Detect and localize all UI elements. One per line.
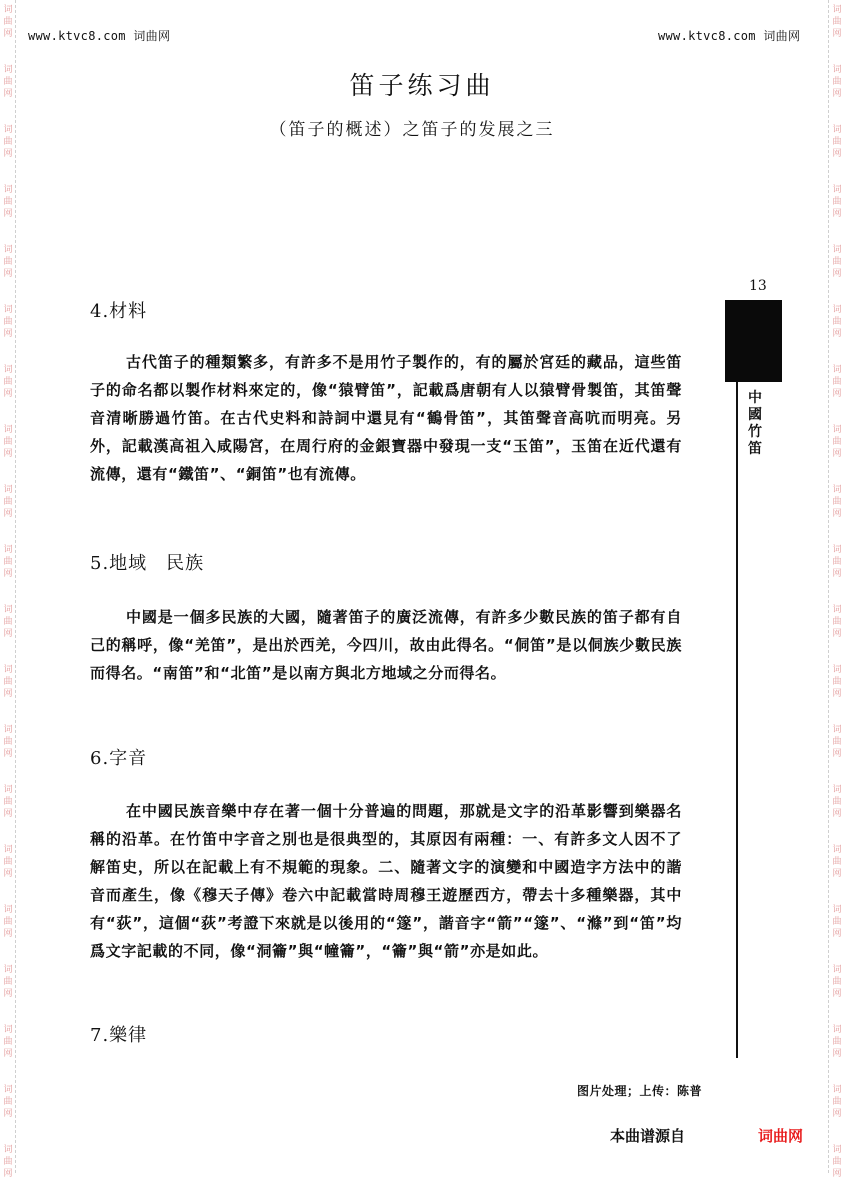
- watermark-text: 词 曲 网: [3, 65, 13, 99]
- watermark-text: 词 曲 网: [3, 845, 13, 879]
- brand-link[interactable]: 词曲网: [758, 1127, 804, 1145]
- section-body-region: 中國是一個多民族的大國，隨著笛子的廣泛流傳，有許多少數民族的笛子都有自己的稱呼，像“羌笛”，是出於西羌，今四川，故由此得名。“侗笛”是以侗族少數民族而得名。“南笛”和“北笛”是以南方與北方地域之分而得名。: [90, 608, 682, 682]
- header-url-left[interactable]: www.ktvc8.com 词曲网: [28, 29, 171, 43]
- watermark-text: 词 曲 网: [832, 1145, 842, 1179]
- watermark-text: 词 曲 网: [832, 185, 842, 219]
- watermark-text: 词 曲 网: [3, 125, 13, 159]
- watermark-text: 词 曲 网: [3, 365, 13, 399]
- watermark-text: 词 曲 网: [832, 545, 842, 579]
- source-label: 本曲谱源自: [610, 1127, 686, 1145]
- watermark-text: 词 曲 网: [832, 725, 842, 759]
- watermark-text: 词 曲 网: [3, 725, 13, 759]
- watermark-text: 词 曲 网: [3, 785, 13, 819]
- watermark-text: 词 曲 网: [3, 485, 13, 519]
- watermark-text: 词 曲 网: [832, 305, 842, 339]
- watermark-text: 词 曲 网: [3, 1025, 13, 1059]
- header-url-right[interactable]: www.ktvc8.com 词曲网: [658, 29, 801, 43]
- section-heading-materials: 4.材料: [90, 301, 148, 322]
- watermark-text: 词 曲 网: [832, 905, 842, 939]
- watermark-text: 词 曲 网: [832, 245, 842, 279]
- margin-tab-label: 中 國 竹 笛: [748, 390, 762, 457]
- section-heading-region: 5.地域 民族: [90, 553, 205, 574]
- section-heading-pronunciation: 6.字音: [90, 748, 148, 769]
- watermark-text: 词 曲 网: [3, 305, 13, 339]
- watermark-text: 词 曲 网: [3, 965, 13, 999]
- watermark-text: 词 曲 网: [3, 185, 13, 219]
- watermark-text: 词 曲 网: [832, 965, 842, 999]
- watermark-text: 词 曲 网: [832, 1085, 842, 1119]
- image-credit: 图片处理；上传：陈普: [577, 1084, 703, 1098]
- right-watermark-strip: [828, 0, 844, 1179]
- margin-tab-block: [725, 300, 782, 382]
- section-body-pronunciation: 在中國民族音樂中存在著一個十分普遍的問題，那就是文字的沿革影響到樂器名稱的沿革。在竹笛中字音之別也是很典型的，其原因有兩種：一、有許多文人因不了解笛史，所以在記載上有不規範的現象。二、隨著文字的演變和中國造字方法中的諧音而產生，像《穆天子傳》卷六中記載當時周穆王遊歷西方，帶去十多種樂器，其中有“荻”，這個“荻”考證下來就是以後用的“篴”，諧音字“箭”“篴”、“滌”到“笛”均爲文字記載的不同，像“洞籥”與“幢籥”，“籥”與“箭”亦是如此。: [90, 802, 682, 960]
- watermark-text: 词 曲 网: [832, 65, 842, 99]
- page-number: 13: [749, 278, 767, 294]
- watermark-text: 词 曲 网: [3, 545, 13, 579]
- watermark-text: 词 曲 网: [832, 365, 842, 399]
- watermark-text: 词 曲 网: [832, 605, 842, 639]
- watermark-text: 词 曲 网: [832, 785, 842, 819]
- watermark-text: 词 曲 网: [832, 485, 842, 519]
- watermark-text: 词 曲 网: [832, 665, 842, 699]
- watermark-text: 词 曲 网: [3, 605, 13, 639]
- watermark-text: 词 曲 网: [3, 665, 13, 699]
- watermark-text: 词 曲 网: [3, 1085, 13, 1119]
- watermark-text: 词 曲 网: [3, 245, 13, 279]
- watermark-text: 词 曲 网: [832, 425, 842, 459]
- section-body-materials: 古代笛子的種類繁多，有許多不是用竹子製作的，有的屬於宮廷的藏品，這些笛子的命名都以製作材料來定的，像“猿臂笛”，記載爲唐朝有人以猿臂骨製笛，其笛聲音清晰勝過竹笛。在古代史料和詩詞中還見有“鶴骨笛”，其笛聲音高吭而明亮。另外，記載漢高祖入咸陽宮，在周行府的金銀寶器中發現一支“玉笛”，玉笛在近代還有流傳，還有“鐵笛”、“銅笛”也有流傳。: [90, 353, 682, 483]
- watermark-text: 词 曲 网: [3, 905, 13, 939]
- margin-rule: [736, 382, 738, 1058]
- watermark-text: 词 曲 网: [3, 5, 13, 39]
- watermark-text: 词 曲 网: [3, 425, 13, 459]
- section-heading-temperament: 7.樂律: [90, 1025, 148, 1046]
- left-watermark-strip: [0, 0, 16, 1179]
- watermark-text: 词 曲 网: [832, 5, 842, 39]
- watermark-text: 词 曲 网: [832, 125, 842, 159]
- watermark-text: 词 曲 网: [832, 1025, 842, 1059]
- page-subtitle: （笛子的概述）之笛子的发展之三: [269, 120, 555, 140]
- watermark-text: 词 曲 网: [3, 1145, 13, 1179]
- watermark-text: 词 曲 网: [832, 845, 842, 879]
- page-title: 笛子练习曲: [349, 71, 495, 100]
